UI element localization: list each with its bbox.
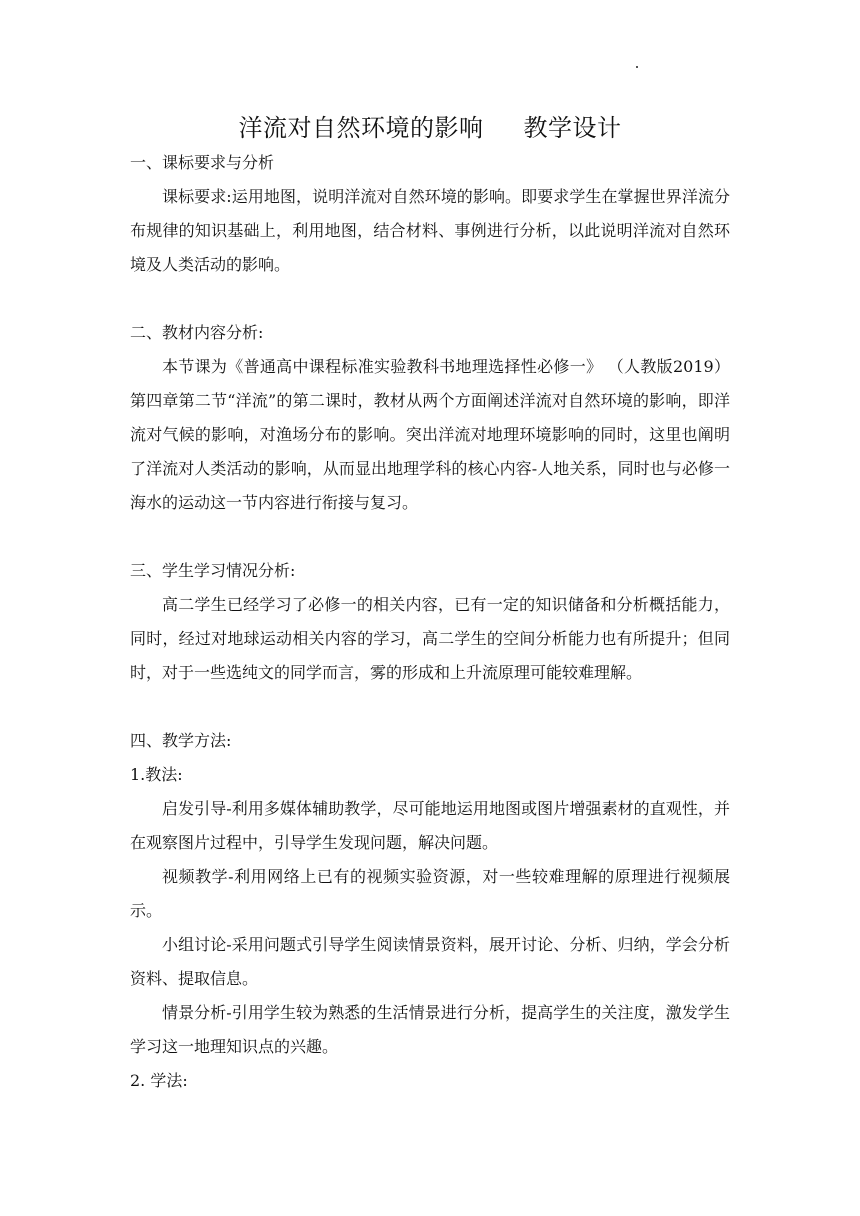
- section1-heading: 一、课标要求与分析: [130, 153, 275, 172]
- section4-sub1: 1.教法:: [130, 765, 183, 784]
- section2-paragraph: 本节课为《普通高中课程标准实验教科书地理选择性必修一》 （人教版2019）第四章第二节“洋流”的第二课时，教材从两个方面阐述洋流对自然环境的影响，即洋流对气候的影响，对渔场分布的影响。突出洋流对地理环境影响的同时，这里也阐明了洋流对人类活动的影响，从而显出地理学科的核心内容-人地关系，同时也与必修一海水的运动这一节内容进行衔接与复习。: [130, 357, 730, 512]
- method-paragraph: 小组讨论-采用问题式引导学生阅读情景资料，展开讨论、分析、归纳，学会分析资料、提取信息。: [130, 935, 730, 988]
- title-main: 洋流对自然环境的影响: [238, 114, 484, 142]
- method-paragraph: 视频教学-利用网络上已有的视频实验资源，对一些较难理解的原理进行视频展示。: [130, 867, 730, 920]
- section1-paragraph: 课标要求:运用地图，说明洋流对自然环境的影响。即要求学生在掌握世界洋流分布规律的知识基础上，利用地图，结合材料、事例进行分析，以此说明洋流对自然环境及人类活动的影响。: [130, 187, 730, 274]
- section4-heading: 四、教学方法:: [130, 731, 232, 750]
- section2-heading: 二、教材内容分析:: [130, 323, 264, 342]
- title-sub: 教学设计: [523, 114, 622, 142]
- document-title: [130, 110, 730, 146]
- section3-heading: 三、学生学习情况分析:: [130, 561, 296, 580]
- method-paragraph: 情景分析-引用学生较为熟悉的生活情景进行分析，提高学生的关注度，激发学生学习这一地理知识点的兴趣。: [130, 1003, 730, 1056]
- section4-sub2: 2. 学法:: [130, 1071, 188, 1090]
- method-paragraph: 启发引导-利用多媒体辅助教学，尽可能地运用地图或图片增强素材的直观性，并在观察图片过程中，引导学生发现问题，解决问题。: [130, 799, 730, 852]
- document-page: [130, 110, 730, 1098]
- page-mark-dot: [636, 66, 638, 68]
- section3-paragraph: 高二学生已经学习了必修一的相关内容，已有一定的知识储备和分析概括能力，同时，经过对地球运动相关内容的学习，高二学生的空间分析能力也有所提升；但同时，对于一些选纯文的同学而言，雾的形成和上升流原理可能较难理解。: [130, 595, 730, 682]
